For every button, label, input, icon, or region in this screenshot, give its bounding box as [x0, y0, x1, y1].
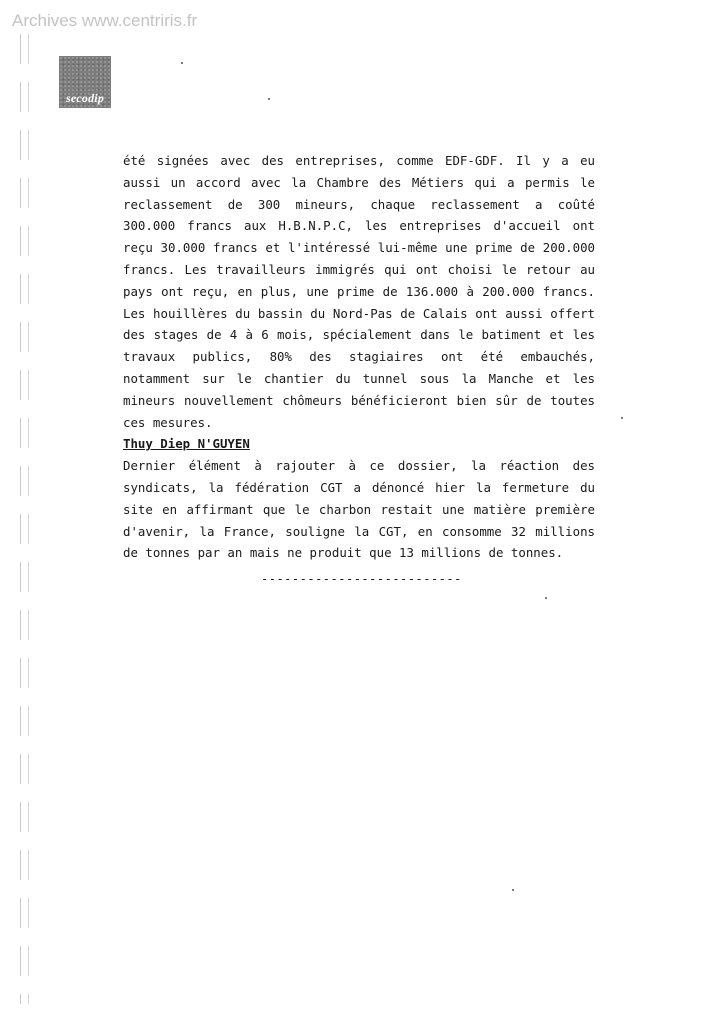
text-line: francs. Les travailleurs immigrés qui ont choisi le retour au: [123, 261, 595, 277]
separator-line: --------------------------: [261, 572, 462, 586]
secodip-logo: [59, 56, 111, 108]
text-line: été signées avec des entreprises, comme EDF-GDF. Il y a eu: [123, 153, 595, 168]
binder-holes: [18, 34, 34, 1004]
text-line: ces mesures.: [123, 414, 213, 430]
text-line: Les houillères du bassin du Nord-Pas de Calais ont aussi offert: [123, 305, 595, 321]
text-line: travaux publics, 80% des stagiaires ont été embauchés,: [123, 349, 595, 365]
scan-speck: [268, 98, 270, 100]
scan-speck: [512, 889, 514, 891]
author-heading: Thuy Diep N'GUYEN: [123, 436, 250, 452]
text-line: mineurs nouvellement chômeurs bénéficieront bien sûr de toutes: [123, 392, 595, 408]
logo-text: secodip: [65, 91, 105, 105]
text-line: site en affirmant que le charbon restait une matière première: [123, 501, 595, 517]
text-line: des stages de 4 à 6 mois, spécialement dans le batiment et les: [123, 327, 595, 343]
text-line: syndicats, la fédération CGT a dénoncé hier la fermeture du: [123, 479, 595, 495]
text-line: reçu 30.000 francs et l'intéressé lui-même une prime de 200.000: [123, 240, 595, 256]
scan-speck: [545, 597, 547, 599]
text-line: 300.000 francs aux H.B.N.P.C, les entreprises d'accueil ont: [123, 218, 595, 234]
text-line: notamment sur le chantier du tunnel sous la Manche et les: [123, 370, 595, 386]
text-line: de tonnes par an mais ne produit que 13 millions de tonnes.: [123, 545, 564, 561]
text-line: pays ont reçu, en plus, une prime de 136.000 à 200.000 francs.: [123, 283, 595, 299]
text-line: d'avenir, la France, souligne la CGT, en consomme 32 millions: [123, 523, 595, 539]
text-line: aussi un accord avec la Chambre des Métiers qui a permis le: [123, 174, 595, 190]
text-line: reclassement de 300 mineurs, chaque reclassement a coûté: [123, 196, 595, 212]
scan-speck: [621, 417, 623, 419]
document-body: [123, 150, 595, 564]
scan-speck: [181, 62, 183, 64]
text-line: Dernier élément à rajouter à ce dossier, la réaction des: [123, 458, 595, 474]
archive-watermark: Archives www.centriris.fr: [12, 11, 198, 30]
